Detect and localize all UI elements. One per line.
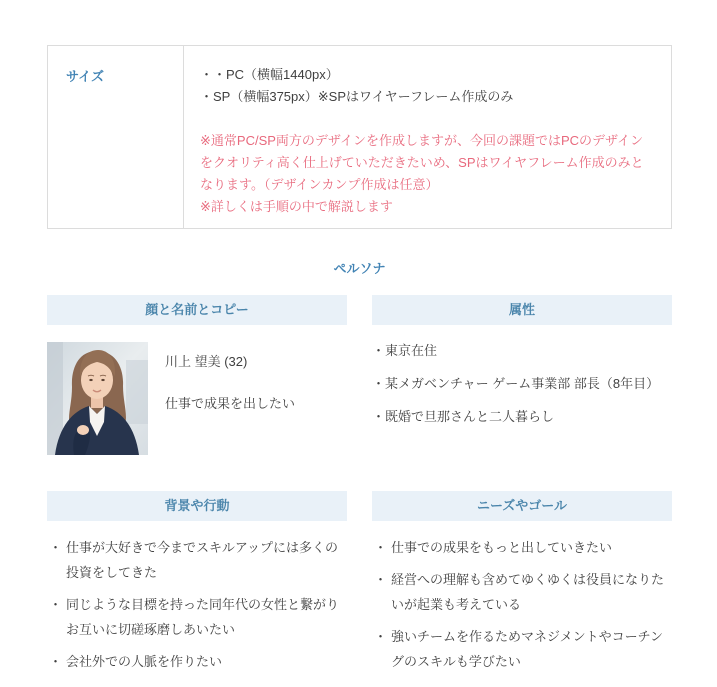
size-row-label: サイズ bbox=[66, 69, 104, 84]
spec-table-label-cell bbox=[48, 46, 184, 228]
background-text: 同じような目標を持った同年代の女性と繋がりお互いに切磋琢磨しあいたい bbox=[66, 597, 340, 637]
persona-heading: ペルソナ bbox=[333, 261, 386, 276]
needs-text: 仕事での成果をもっと出していきたい bbox=[391, 540, 613, 555]
size-note-detail: ※詳しくは手順の中で解説します bbox=[200, 199, 393, 214]
bullet-marker: ・ bbox=[372, 376, 386, 391]
size-notes bbox=[200, 130, 655, 218]
section-background bbox=[47, 491, 347, 681]
bullet-marker: ・ bbox=[49, 597, 63, 612]
size-line-sp: ・SP（横幅375px）※SPはワイヤーフレーム作成のみ bbox=[200, 89, 514, 104]
list-item bbox=[372, 624, 672, 674]
section-header-needs: ニーズやゴール bbox=[372, 491, 672, 521]
spec-table bbox=[47, 45, 672, 229]
size-line-pc: ・・PC（横幅1440px） bbox=[200, 67, 339, 82]
needs-text: 強いチームを作るためマネジメントやコーチングのスキルも学びたい bbox=[391, 629, 663, 669]
bullet-marker: ・ bbox=[374, 629, 388, 644]
list-item bbox=[372, 567, 672, 617]
woman-portrait-illustration bbox=[47, 342, 148, 455]
persona-name: 川上 望美 (32) bbox=[165, 354, 248, 369]
section-attributes bbox=[372, 295, 672, 455]
bullet-marker: ・ bbox=[374, 540, 388, 555]
list-item bbox=[372, 407, 672, 427]
persona-portrait-photo bbox=[47, 342, 148, 455]
persona-copy: 仕事で成果を出したい bbox=[165, 396, 296, 411]
list-item bbox=[47, 649, 347, 674]
attribute-text: 東京在住 bbox=[385, 343, 438, 358]
face-content bbox=[47, 342, 347, 455]
spec-table-content-cell bbox=[184, 46, 671, 228]
bullet-marker: ・ bbox=[372, 343, 386, 358]
list-item bbox=[47, 592, 347, 642]
list-item bbox=[372, 535, 672, 560]
list-item bbox=[47, 535, 347, 585]
bullet-marker: ・ bbox=[49, 654, 63, 669]
needs-list bbox=[372, 535, 672, 674]
background-list bbox=[47, 535, 347, 674]
attribute-text: 既婚で旦那さんと二人暮らし bbox=[385, 409, 555, 424]
section-header-face: 顔と名前とコピー bbox=[47, 295, 347, 325]
bullet-marker: ・ bbox=[49, 540, 63, 555]
section-header-attributes: 属性 bbox=[372, 295, 672, 325]
bullet-marker: ・ bbox=[372, 409, 386, 424]
attribute-text: 某メガベンチャー ゲーム事業部 部長（8年目） bbox=[385, 376, 660, 391]
persona-grid bbox=[47, 295, 672, 681]
size-note-main: ※通常PC/SP両方のデザインを作成しますが、今回の課題ではPCのデザインをクオリティ高く仕上げていただきたいめ、SPはワイヤフレーム作成のみとなります。（デザインカンプ作成は任意） bbox=[200, 133, 644, 192]
attributes-list bbox=[372, 341, 672, 427]
bullet-marker: ・ bbox=[374, 572, 388, 587]
section-needs bbox=[372, 491, 672, 681]
list-item bbox=[372, 341, 672, 361]
background-text: 会社外での人脈を作りたい bbox=[66, 654, 223, 669]
background-text: 仕事が大好きで今までスキルアップには多くの投資をしてきた bbox=[66, 540, 338, 580]
section-face-name-copy bbox=[47, 295, 347, 455]
list-item bbox=[372, 374, 672, 394]
section-header-background: 背景や行動 bbox=[47, 491, 347, 521]
face-info bbox=[165, 342, 295, 455]
needs-text: 経営への理解も含めてゆくゆくは役員になりたいが起業も考えている bbox=[391, 572, 665, 612]
